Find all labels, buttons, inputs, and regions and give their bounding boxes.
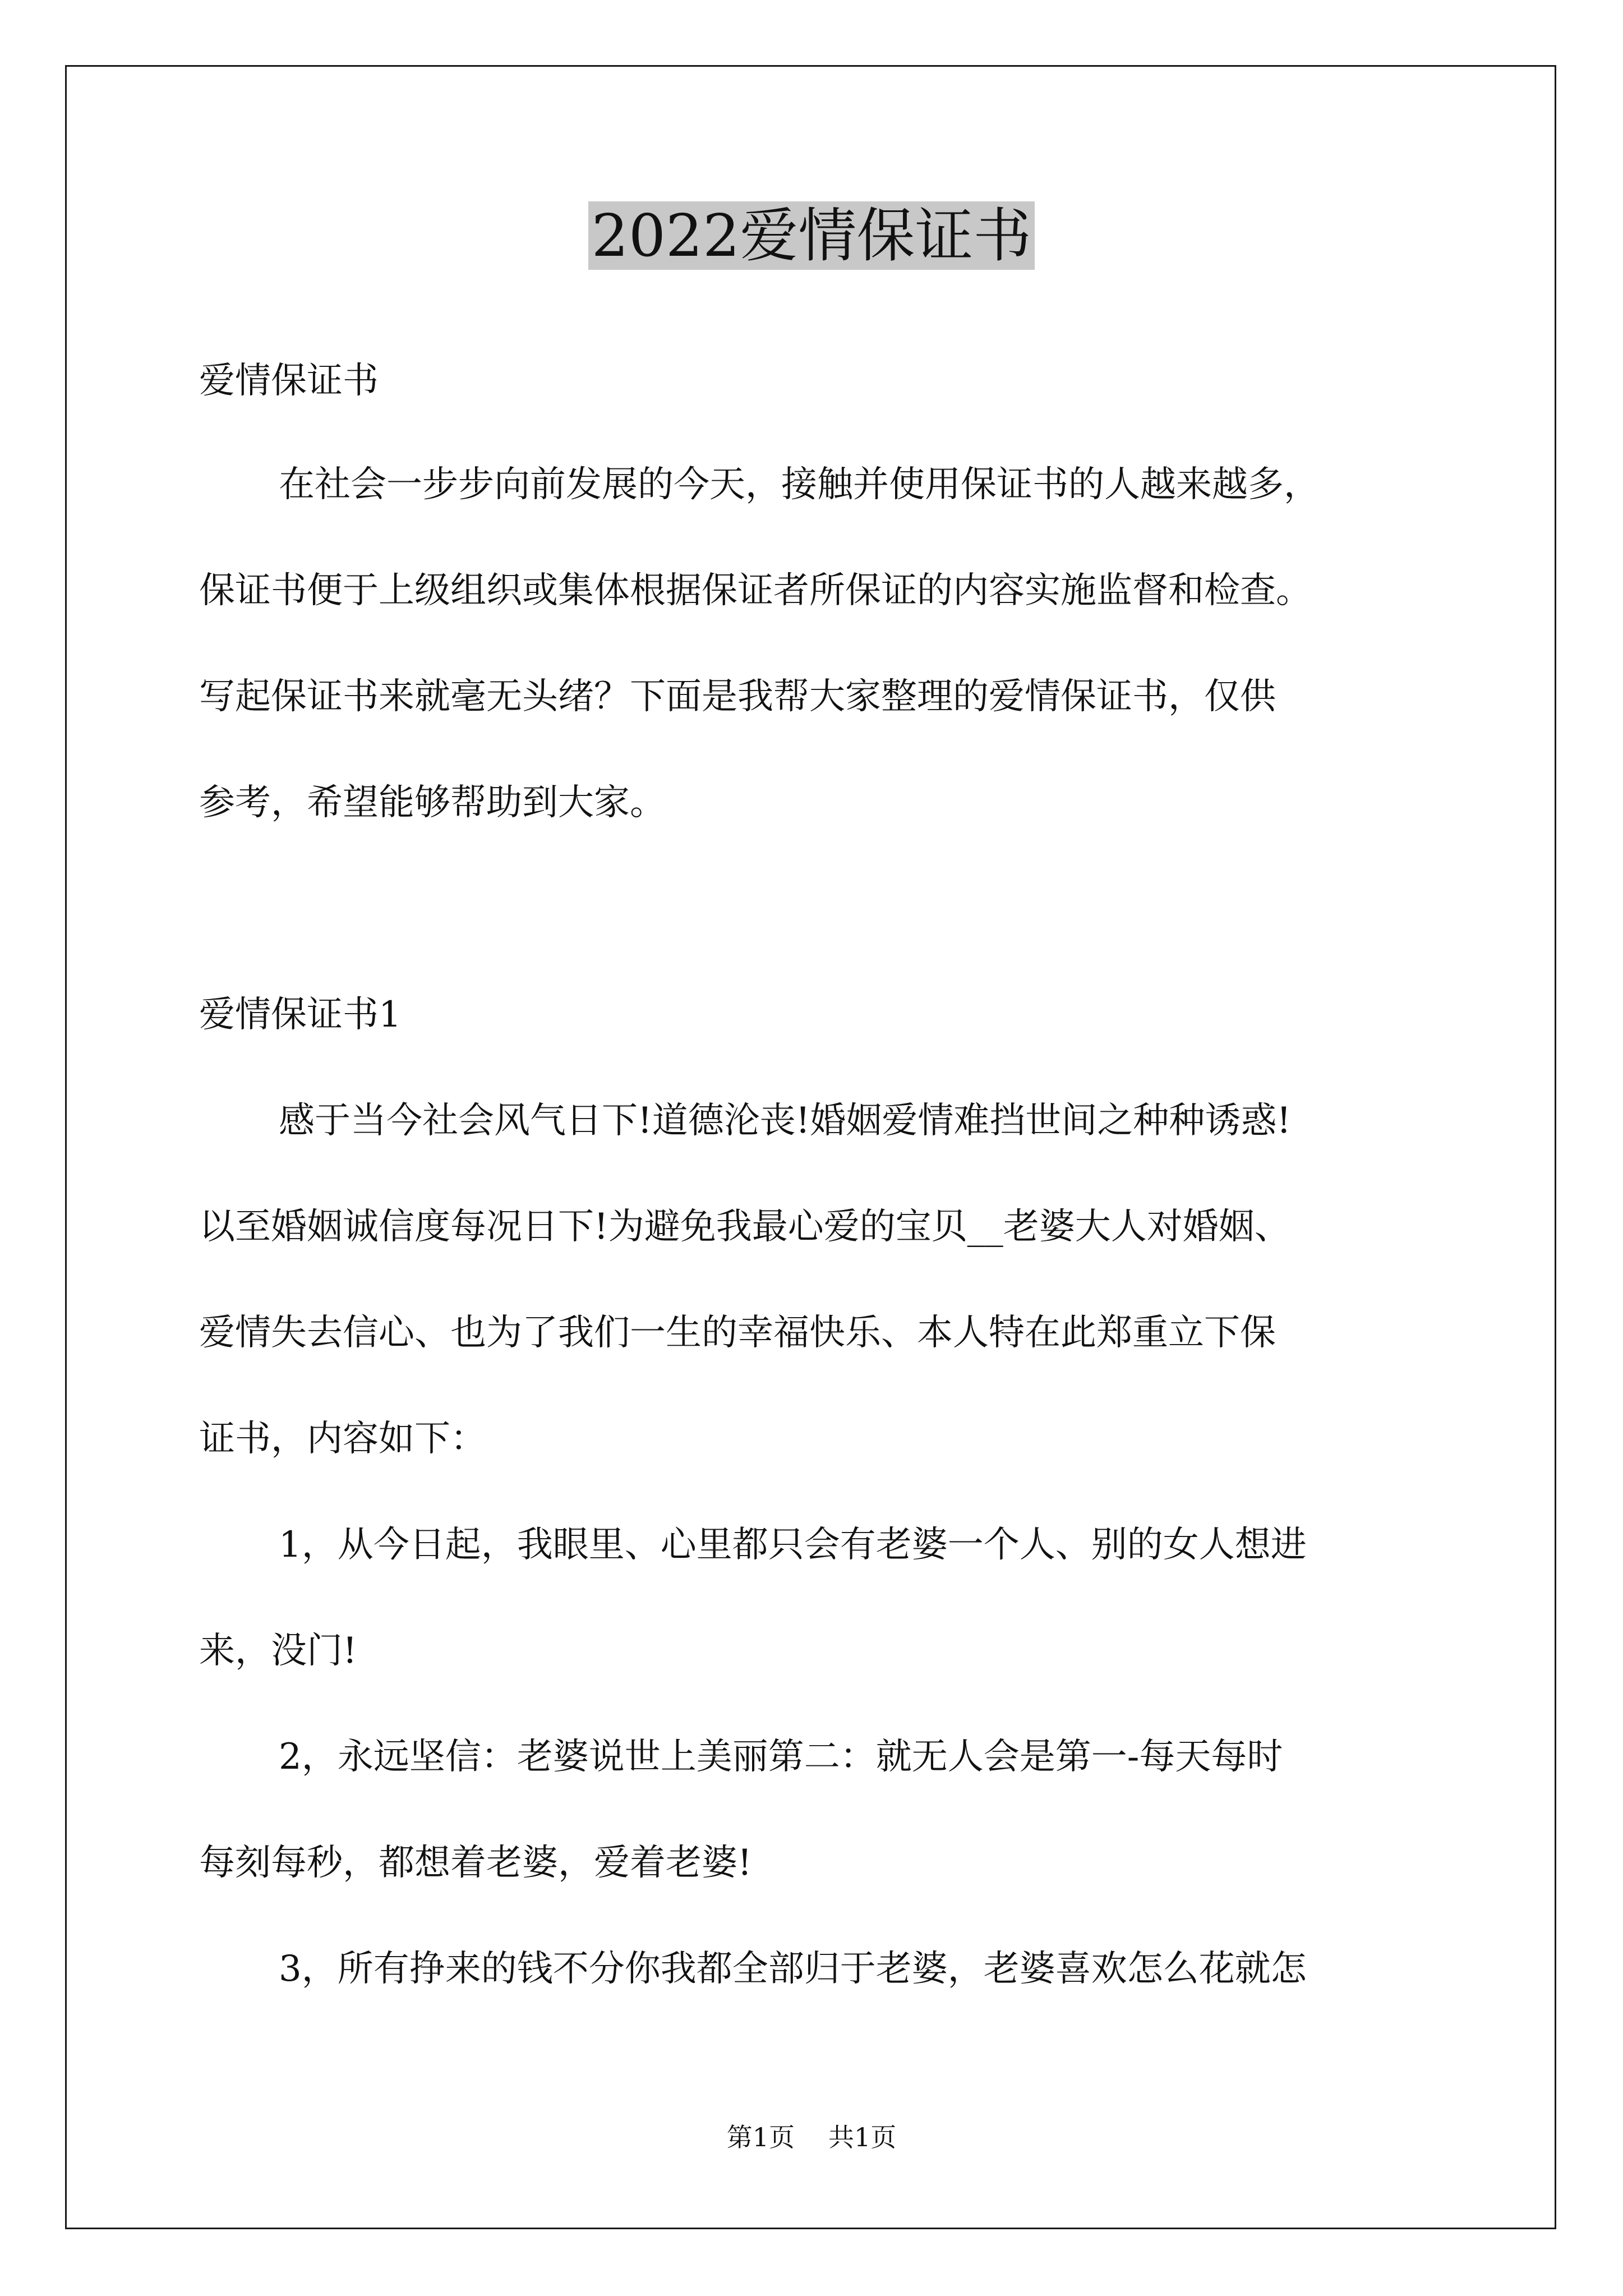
page-count: 共1页 [828,2122,897,2152]
page-footer [0,2120,1623,2154]
paragraph-line: 以至婚姻诚信度每况日下!为避免我最心爱的宝贝__老婆大人对婚姻、 [199,1206,1290,1248]
document-title-text: 2022爱情保证书 [588,201,1035,270]
paragraph-line: 在社会一步步向前发展的今天，接触并使用保证书的人越来越多， [279,464,1320,505]
section-heading: 爱情保证书1 [199,994,402,1036]
list-item-line: 3，所有挣来的钱不分你我都全部归于老婆，老婆喜欢怎么花就怎 [279,1948,1307,1990]
paragraph-line: 证书，内容如下： [199,1418,486,1460]
list-item-line: 来，没门! [199,1630,357,1672]
section-heading: 爱情保证书 [199,360,379,402]
paragraph-line: 感于当今社会风气日下!道德沦丧!婚姻爱情难挡世间之种种诱惑! [279,1100,1292,1142]
paragraph-line: 爱情失去信心、也为了我们一生的幸福快乐、本人特在此郑重立下保 [199,1312,1276,1354]
list-item-line: 2，永远坚信：老婆说世上美丽第二：就无人会是第一-每天每时 [279,1736,1283,1778]
paragraph-line: 保证书便于上级组织或集体根据保证者所保证的内容实施监督和检查。 [199,570,1312,611]
list-item-line: 每刻每秒，都想着老婆，爱着老婆! [199,1842,752,1884]
list-item-line: 1，从今日起，我眼里、心里都只会有老婆一个人、别的女人想进 [279,1524,1307,1566]
document-title [0,196,1623,275]
paragraph-line: 写起保证书来就毫无头绪？下面是我帮大家整理的爱情保证书，仅供 [199,676,1276,717]
paragraph-line: 参考，希望能够帮助到大家。 [199,782,666,823]
page-number: 第1页 [726,2122,795,2152]
